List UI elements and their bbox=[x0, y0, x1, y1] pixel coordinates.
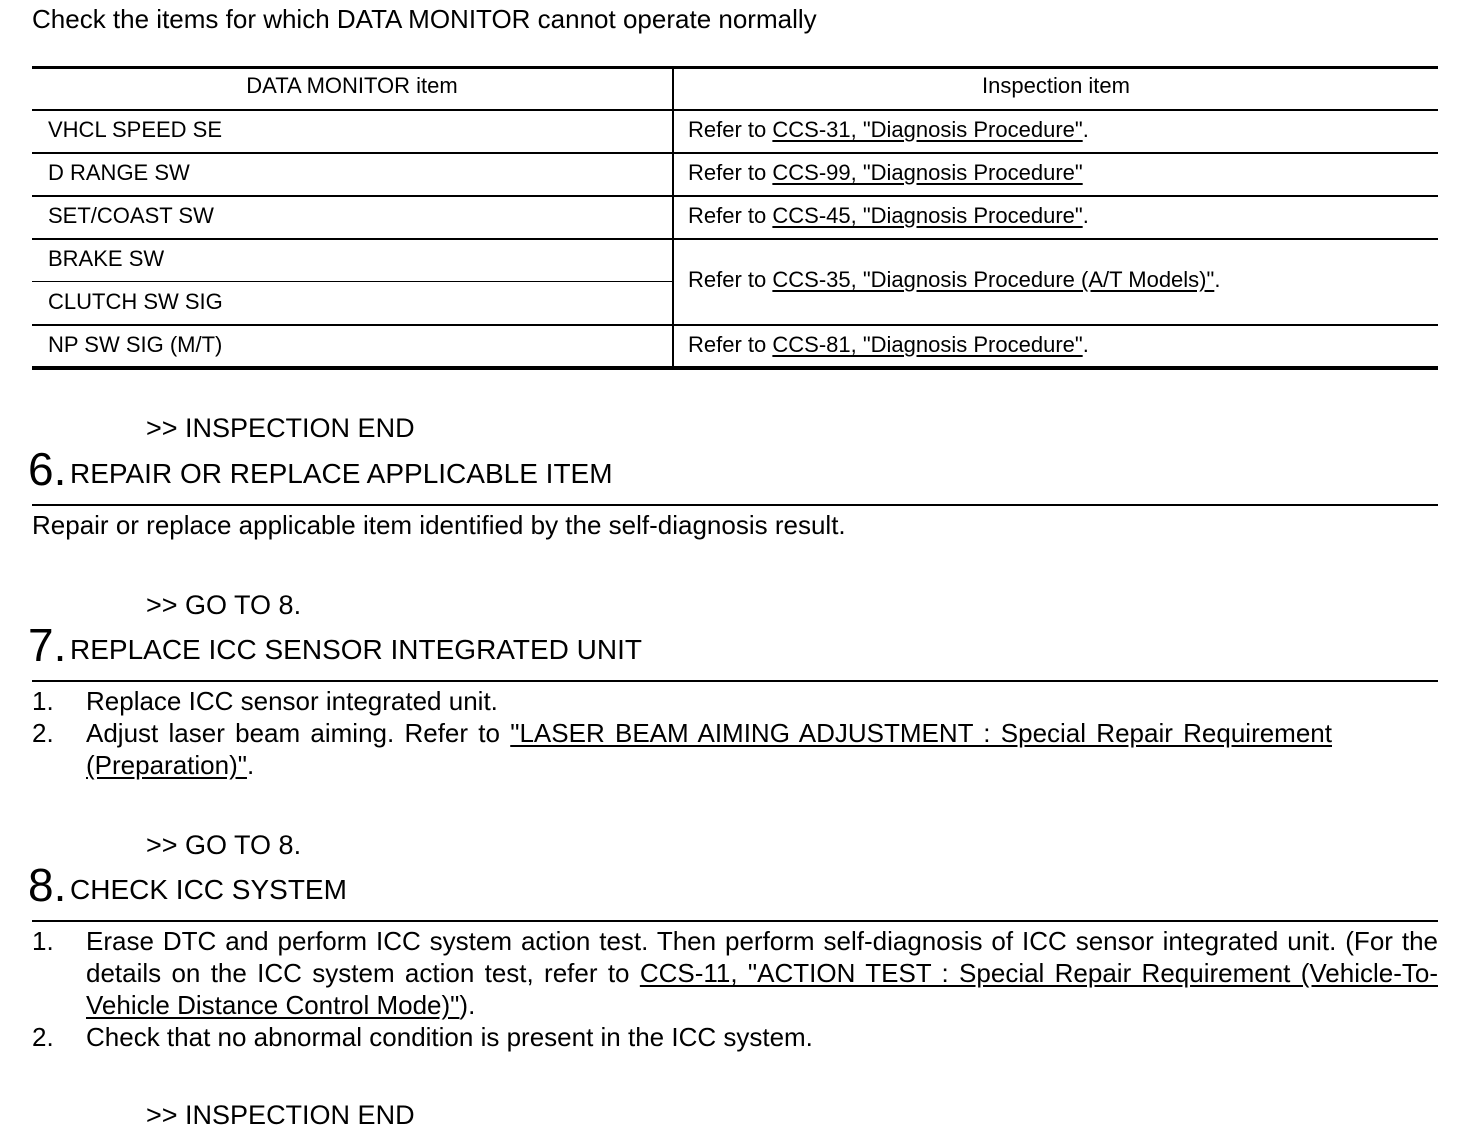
flow-inspection-end-1: >> INSPECTION END bbox=[146, 413, 415, 443]
step-7-title: REPLACE ICC SENSOR INTEGRATED UNIT bbox=[70, 634, 643, 665]
list-item: 1. Replace ICC sensor integrated unit. bbox=[32, 686, 498, 716]
ccs-31-link[interactable]: CCS-31, "Diagnosis Procedure" bbox=[772, 117, 1083, 142]
ccs-45-link[interactable]: CCS-45, "Diagnosis Procedure" bbox=[772, 203, 1083, 228]
item-np-sw-sig: NP SW SIG (M/T) bbox=[48, 332, 223, 357]
item-clutch-sw-sig: CLUTCH SW SIG bbox=[48, 289, 223, 314]
table-column-divider bbox=[672, 66, 674, 368]
inspection-d-range-sw: Refer to CCS-99, "Diagnosis Procedure" bbox=[688, 160, 1083, 185]
item-set-coast-sw: SET/COAST SW bbox=[48, 203, 214, 228]
inspection-brake-clutch: Refer to CCS-35, "Diagnosis Procedure (A/T Models)". bbox=[688, 267, 1221, 292]
header-inspection-item: Inspection item bbox=[982, 73, 1130, 98]
list-item: 2. Check that no abnormal condition is present in the ICC system. bbox=[32, 1022, 813, 1052]
step-8-number: 8. bbox=[28, 859, 67, 911]
inspection-set-coast-sw: Refer to CCS-45, "Diagnosis Procedure". bbox=[688, 203, 1089, 228]
item-d-range-sw: D RANGE SW bbox=[48, 160, 190, 185]
row-rule bbox=[32, 281, 673, 282]
flow-go-to-8-b: >> GO TO 8. bbox=[146, 830, 302, 860]
inspection-vhcl-speed-se: Refer to CCS-31, "Diagnosis Procedure". bbox=[688, 117, 1089, 142]
step-8-list bbox=[32, 925, 1438, 1053]
row-rule bbox=[32, 238, 1438, 240]
inspection-np-sw-sig: Refer to CCS-81, "Diagnosis Procedure". bbox=[688, 332, 1089, 357]
list-item: 2. Adjust laser beam aiming. Refer to "LASER BEAM AIMING ADJUSTMENT : Special Repair Requirement (Preparation)". bbox=[32, 718, 1332, 780]
flow-inspection-end-2: >> INSPECTION END bbox=[146, 1100, 415, 1130]
intro-text: Check the items for which DATA MONITOR cannot operate normally bbox=[32, 4, 817, 34]
ccs-11-link[interactable]: CCS-11, "ACTION TEST : Special Repair Requirement (Vehicle-To-Vehicle Distance Control Mode)" bbox=[86, 958, 1438, 1020]
item-vhcl-speed-se: VHCL SPEED SE bbox=[48, 117, 223, 142]
step-6-body: Repair or replace applicable item identified by the self-diagnosis result. bbox=[32, 510, 846, 540]
ccs-81-link[interactable]: CCS-81, "Diagnosis Procedure" bbox=[772, 332, 1083, 357]
row-rule bbox=[32, 324, 1438, 326]
ccs-99-link[interactable]: CCS-99, "Diagnosis Procedure" bbox=[772, 160, 1083, 185]
table-bottom-rule bbox=[32, 366, 1438, 370]
step-7-rule bbox=[32, 680, 1438, 682]
table-top-rule bbox=[32, 66, 1438, 69]
header-data-monitor-item: DATA MONITOR item bbox=[246, 73, 458, 98]
step-6-number: 6. bbox=[28, 443, 67, 495]
step-6-title: REPAIR OR REPLACE APPLICABLE ITEM bbox=[70, 458, 613, 489]
step-6-rule bbox=[32, 504, 1438, 506]
step-8-title: CHECK ICC SYSTEM bbox=[70, 874, 347, 905]
flow-go-to-8-a: >> GO TO 8. bbox=[146, 590, 302, 620]
row-rule bbox=[32, 195, 1438, 197]
row-rule bbox=[32, 152, 1438, 154]
header-rule bbox=[32, 109, 1438, 111]
step-7-number: 7. bbox=[28, 619, 67, 671]
step-8-rule bbox=[32, 920, 1438, 922]
step-7-list bbox=[32, 685, 1438, 781]
item-brake-sw: BRAKE SW bbox=[48, 246, 165, 271]
laser-beam-aiming-link[interactable]: "LASER BEAM AIMING ADJUSTMENT : Special Repair Requirement (Preparation)" bbox=[86, 718, 1332, 780]
ccs-35-link[interactable]: CCS-35, "Diagnosis Procedure (A/T Models)" bbox=[772, 267, 1215, 292]
list-item: 1. Erase DTC and perform ICC system action test. Then perform self-diagnosis of ICC sensor integrated unit. (For the details on the ICC system action test, refer to CCS-11, "ACTION TEST : Special Repair Requirement (Vehicle-To-Vehicle Distance Control Mode)"). bbox=[32, 926, 1438, 1020]
